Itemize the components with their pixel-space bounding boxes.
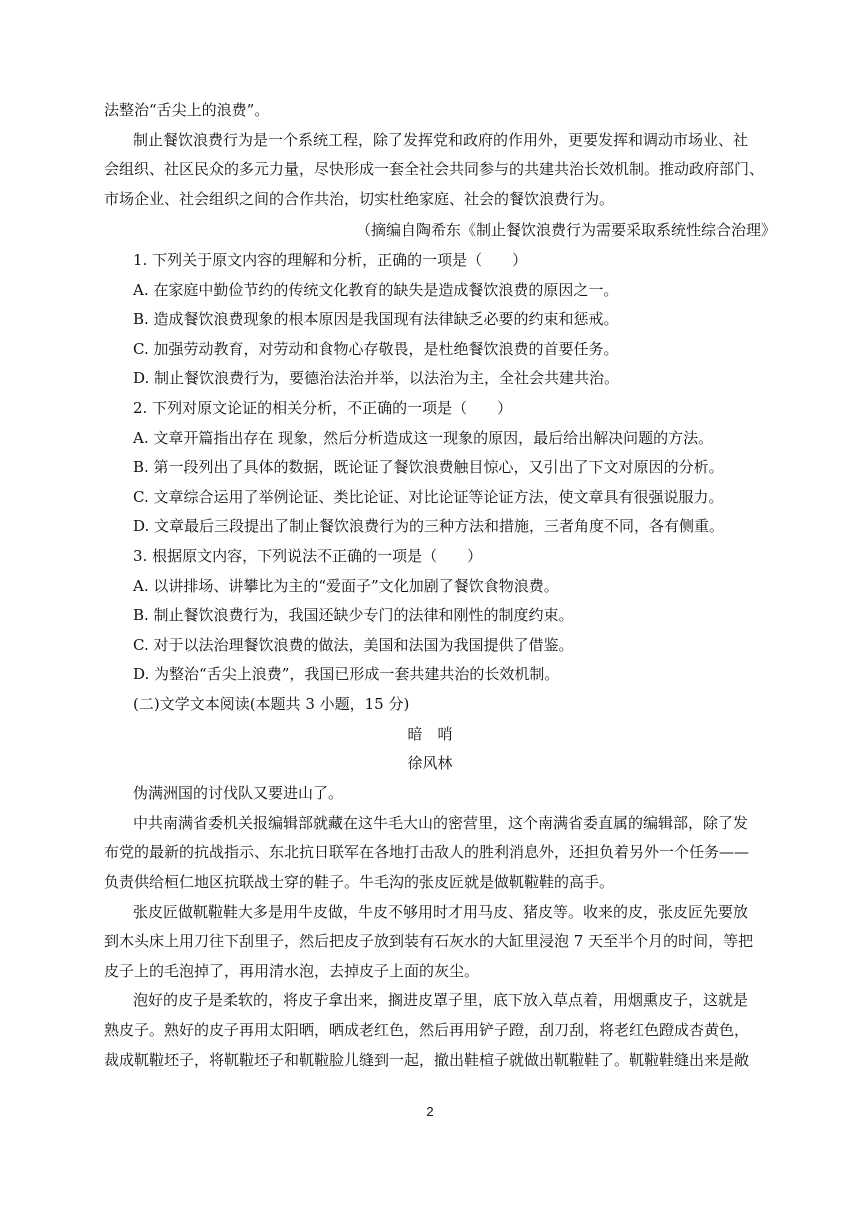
- text-line: 皮子上的毛泡掉了，再用清水泡，去掉皮子上面的灰尘。: [104, 962, 480, 980]
- option-a: A. 在家庭中勤俭节约的传统文化教育的缺失是造成餐饮浪费的原因之一。: [133, 281, 619, 299]
- option-b: B. 第一段列出了具体的数据，既论证了餐饮浪费触目惊心，又引出了下文对原因的分析。: [133, 458, 724, 476]
- story-title: 暗 哨: [407, 725, 453, 743]
- citation: （摘编自陶希东《制止餐饮浪费行为需要采取系统性综合治理》: [355, 221, 776, 239]
- option-a: A. 文章开篇指出存在 现象，然后分析造成这一现象的原因，最后给出解决问题的方法。: [133, 429, 714, 447]
- text-line: 伪满洲国的讨伐队又要进山了。: [133, 784, 344, 802]
- text-line: 中共南满省委机关报编辑部就藏在这牛毛大山的密营里，这个南满省委直属的编辑部，除了发: [133, 814, 749, 832]
- option-a: A. 以讲排场、讲攀比为主的“爱面子”文化加剧了餐饮食物浪费。: [133, 577, 559, 595]
- text-line: 法整治“舌尖上的浪费”。: [104, 101, 270, 119]
- text-line: 张皮匠做靰鞡鞋大多是用牛皮做，牛皮不够用时才用马皮、猪皮等。收来的皮，张皮匠先要放: [133, 903, 749, 921]
- option-c: C. 文章综合运用了举例论证、类比论证、对比论证等论证方法，使文章具有很强说服力。: [133, 488, 724, 506]
- option-d: D. 为整治“舌尖上浪费”，我国已形成一套共建共治的长效机制。: [133, 665, 560, 683]
- section-heading: (二)文学文本阅读(本题共 3 小题，15 分): [133, 695, 410, 713]
- question-3: 3. 根据原文内容，下列说法不正确的一项是（ ）: [133, 547, 483, 565]
- page-number: 2: [426, 1104, 434, 1119]
- text-line: 会组织、社区民众的多元力量，尽快形成一套全社会共同参与的共建共治长效机制。推动政府部门、: [104, 160, 765, 178]
- option-d: D. 制止餐饮浪费行为，要德治法治并举，以法治为主，全社会共建共治。: [133, 369, 620, 387]
- question-2: 2. 下列对原文论证的相关分析，不正确的一项是（ ）: [133, 399, 513, 417]
- text-line: 裁成靰鞡坯子，将靰鞡坯子和靰鞡脸儿缝到一起，撤出鞋楦子就做出靰鞡鞋了。靰鞡鞋缝出来是敞: [104, 1051, 750, 1069]
- text-line: 熟皮子。熟好的皮子再用太阳晒，晒成老红色，然后再用铲子蹬，刮刀刮，将老红色蹬成杏黄色，: [104, 1021, 750, 1039]
- text-line: 泡好的皮子是柔软的，将皮子拿出来，搁进皮罩子里，底下放入草点着，用烟熏皮子，这就是: [133, 991, 749, 1009]
- text-line: 市场企业、社会组织之间的合作共治，切实杜绝家庭、社会的餐饮浪费行为。: [104, 190, 615, 208]
- option-b: B. 造成餐饮浪费现象的根本原因是我国现有法律缺乏必要的约束和惩戒。: [133, 310, 619, 328]
- text-line: 负责供给桓仁地区抗联战士穿的鞋子。牛毛沟的张皮匠就是做靰鞡鞋的高手。: [104, 873, 615, 891]
- option-d: D. 文章最后三段提出了制止餐饮浪费行为的三种方法和措施，三者角度不同，各有侧重。: [133, 517, 725, 535]
- option-c: C. 对于以法治理餐饮浪费的做法，美国和法国为我国提供了借鉴。: [133, 636, 574, 654]
- text-line: 制止餐饮浪费行为是一个系统工程，除了发挥党和政府的作用外，更要发挥和调动市场业、社: [133, 131, 749, 149]
- question-1: 1. 下列关于原文内容的理解和分析，正确的一项是（ ）: [133, 251, 528, 269]
- story-author: 徐风林: [407, 754, 453, 772]
- option-c: C. 加强劳动教育，对劳动和食物心存敬畏，是杜绝餐饮浪费的首要任务。: [133, 340, 619, 358]
- option-b: B. 制止餐饮浪费行为，我国还缺少专门的法律和刚性的制度约束。: [133, 606, 574, 624]
- text-line: 布党的最新的抗战指示、东北抗日联军在各地打击敌人的胜利消息外，还担负着另外一个任务——: [104, 843, 750, 861]
- text-line: 到木头床上用刀往下刮里子，然后把皮子放到装有石灰水的大缸里浸泡 7 天至半个月的时间，等把: [104, 932, 754, 950]
